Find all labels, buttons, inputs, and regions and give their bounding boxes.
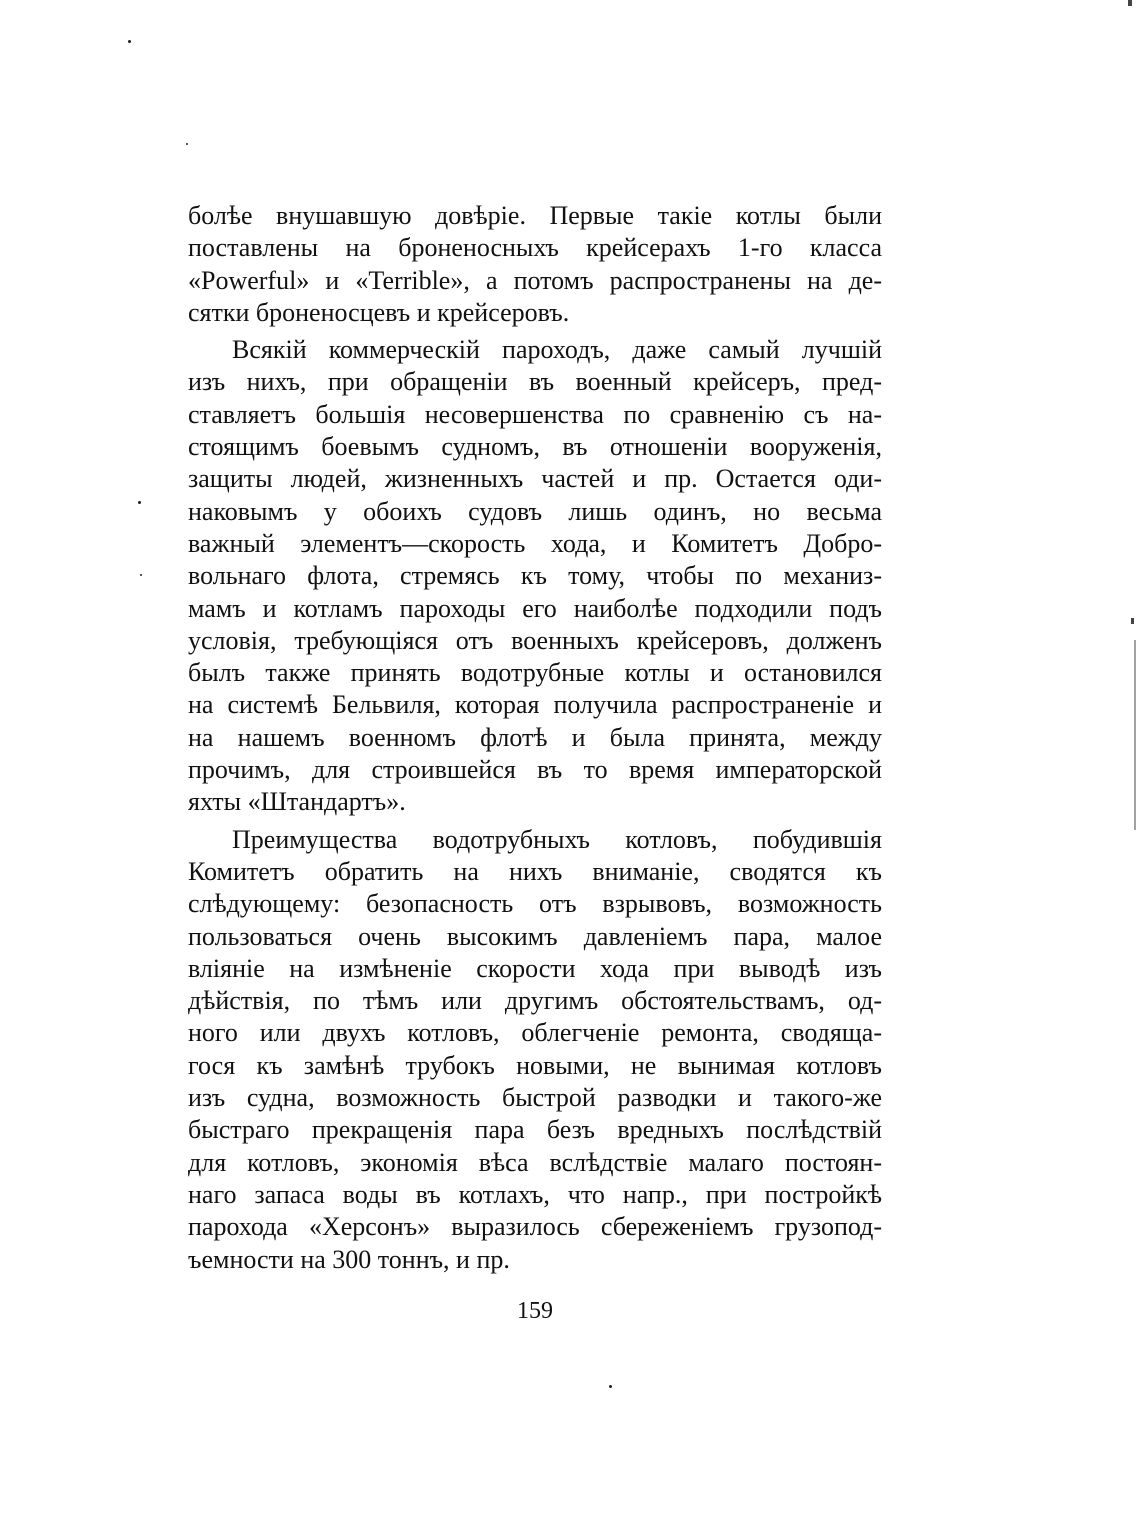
- paragraph-2: [188, 334, 882, 818]
- scan-edge-mark: [1134, 640, 1136, 830]
- text-line: изъ нихъ, при обращеніи въ военный крейсеръ, пред-: [188, 367, 882, 397]
- text-line: пользоваться очень высокимъ давленіемъ пара, малое: [188, 921, 882, 951]
- scan-speck: [140, 574, 142, 576]
- scan-speck: [128, 40, 131, 43]
- scan-edge-mark: [1128, 0, 1132, 6]
- text-line: парохода «Херсонъ» выразилось сбереженіемъ грузопод-: [188, 1212, 882, 1242]
- text-line: на нашемъ военномъ флотѣ и была принята, между: [188, 722, 882, 752]
- text-line: поставлены на броненосныхъ крейсерахъ 1-го класса: [188, 233, 882, 263]
- scan-speck: [138, 501, 141, 504]
- text-line: гося къ замѣнѣ трубокъ новыми, не вынимая котловъ: [188, 1050, 882, 1080]
- text-line: Преимущества водотрубныхъ котловъ, побудившія: [232, 824, 882, 854]
- text-line: болѣе внушавшую довѣріе. Первые такіе котлы были: [188, 201, 882, 230]
- text-line: ного или двухъ котловъ, облегченіе ремонта, сводяща-: [188, 1018, 882, 1048]
- text-line: важный элементъ—скорость хода, и Комитетъ Добро-: [188, 528, 882, 558]
- page-number: 159: [517, 1298, 553, 1324]
- text-line: Комитетъ обратить на нихъ вниманіе, сводятся къ: [188, 856, 882, 886]
- text-line: защиты людей, жизненныхъ частей и пр. Остается оди-: [188, 464, 882, 494]
- text-line: мамъ и котламъ пароходы его наиболѣе подходили подъ: [188, 593, 882, 623]
- text-line: на системѣ Бельвиля, которая получила распространеніе и: [188, 690, 882, 720]
- text-line: наковымъ у обоихъ судовъ лишь одинъ, но весьма: [188, 496, 882, 526]
- text-line: стоящимъ боевымъ судномъ, въ отношеніи вооруженія,: [188, 432, 882, 462]
- text-line: «Powerful» и «Terrible», а потомъ распространены на де-: [188, 265, 882, 295]
- scan-edge-mark: [1131, 618, 1134, 624]
- paragraph-3: [188, 824, 882, 1276]
- text-line: ставляетъ большія несовершенства по сравненію съ на-: [188, 399, 882, 429]
- text-line: для котловъ, экономія вѣса вслѣдствіе малаго постоян-: [188, 1147, 882, 1177]
- text-line: сятки броненосцевъ и крейсеровъ.: [188, 297, 570, 327]
- text-line: наго запаса воды въ котлахъ, что напр., при постройкѣ: [188, 1179, 882, 1209]
- scan-speck: [609, 1385, 612, 1388]
- text-line: ъемности на 300 тоннъ, и пр.: [188, 1244, 510, 1274]
- text-line: вліяніе на измѣненіе скорости хода при выводѣ изъ: [188, 953, 882, 983]
- text-line: условія, требующіяся отъ военныхъ крейсеровъ, долженъ: [188, 625, 882, 655]
- text-line: дѣйствія, по тѣмъ или другимъ обстоятельствамъ, од-: [188, 986, 882, 1016]
- text-line: Всякій коммерческій пароходъ, даже самый лучшій: [232, 335, 882, 365]
- text-line: вольнаго флота, стремясь къ тому, чтобы по механиз-: [188, 561, 882, 591]
- text-line: былъ также принять водотрубные котлы и остановился: [188, 658, 882, 688]
- paragraph-1: [188, 200, 882, 329]
- text-line: прочимъ, для строившейся въ то время императорской: [188, 755, 882, 785]
- text-line: яхты «Штандартъ».: [188, 787, 406, 817]
- text-line: изъ судна, возможность быстрой разводки и такого-же: [188, 1083, 882, 1113]
- text-line: слѣдующему: безопасность отъ взрывовъ, возможность: [188, 889, 882, 919]
- body-text: [188, 200, 882, 1276]
- scan-speck: [186, 143, 188, 145]
- text-line: быстраго прекращенія пара безъ вредныхъ послѣдствій: [188, 1115, 882, 1145]
